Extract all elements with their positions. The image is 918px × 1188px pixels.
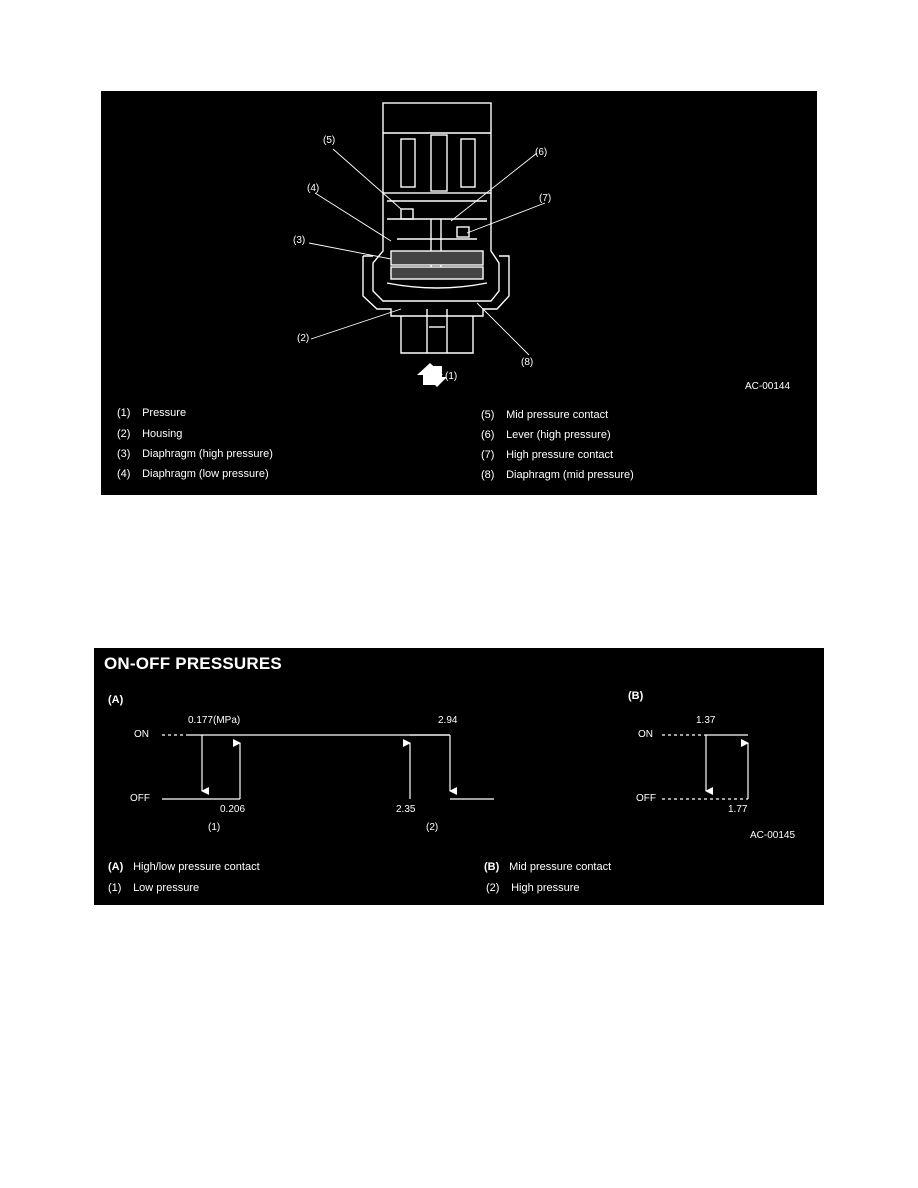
a-off-label: OFF bbox=[130, 793, 150, 804]
b-on-label: ON bbox=[638, 729, 653, 740]
diaphragm-mid bbox=[387, 283, 487, 288]
a-sub-label-1: (1) bbox=[208, 822, 221, 833]
figure-title: ON-OFF PRESSURES bbox=[104, 654, 282, 673]
a-value-294: 2.94 bbox=[438, 715, 458, 726]
legend-item: (1) Pressure bbox=[117, 407, 187, 419]
callout-4: (4) bbox=[307, 183, 320, 194]
pressure-switch-drawing bbox=[101, 91, 817, 495]
legend-item: (2) Housing bbox=[117, 428, 183, 440]
callout-6: (6) bbox=[535, 147, 548, 158]
a-on-label: ON bbox=[134, 729, 149, 740]
a-value-0177: 0.177(MPa) bbox=[188, 715, 241, 726]
section-a-label: (A) bbox=[108, 694, 124, 706]
switch-body bbox=[363, 103, 509, 353]
legend-item: (6) Lever (high pressure) bbox=[481, 429, 611, 441]
b-value-137: 1.37 bbox=[696, 715, 716, 726]
legend-item: (2) High pressure bbox=[486, 882, 580, 894]
legend-item: (5) Mid pressure contact bbox=[481, 409, 609, 421]
figure-code: AC-00144 bbox=[745, 381, 791, 392]
legend-item: (1) Low pressure bbox=[108, 882, 200, 894]
b-value-177: 1.77 bbox=[728, 804, 748, 815]
diaphragm-high bbox=[391, 251, 483, 265]
callout-8: (8) bbox=[521, 357, 534, 368]
callout-7: (7) bbox=[539, 193, 552, 204]
legend-item: (4) Diaphragm (low pressure) bbox=[117, 468, 269, 480]
legend-item: (A) High/low pressure contact bbox=[108, 861, 260, 873]
legend-item: (7) High pressure contact bbox=[481, 449, 614, 461]
callout-2: (2) bbox=[297, 333, 310, 344]
a-sub-label-2: (2) bbox=[426, 822, 439, 833]
callout-3: (3) bbox=[293, 235, 306, 246]
on-off-pressures-figure bbox=[94, 648, 824, 905]
a-value-235: 2.35 bbox=[396, 804, 416, 815]
callout-1: (1) bbox=[445, 371, 458, 382]
b-off-label: OFF bbox=[636, 793, 656, 804]
legend-item: (8) Diaphragm (mid pressure) bbox=[481, 469, 634, 481]
a-value-0206: 0.206 bbox=[220, 804, 246, 815]
callout-5: (5) bbox=[323, 135, 336, 146]
section-b-label: (B) bbox=[628, 690, 644, 702]
diaphragm-low bbox=[391, 267, 483, 279]
legend-item: (B) Mid pressure contact bbox=[484, 861, 612, 873]
legend-item: (3) Diaphragm (high pressure) bbox=[117, 448, 273, 460]
pressure-port bbox=[401, 316, 473, 353]
pressure-switch-figure bbox=[101, 91, 817, 495]
figure-code: AC-00145 bbox=[750, 830, 796, 841]
